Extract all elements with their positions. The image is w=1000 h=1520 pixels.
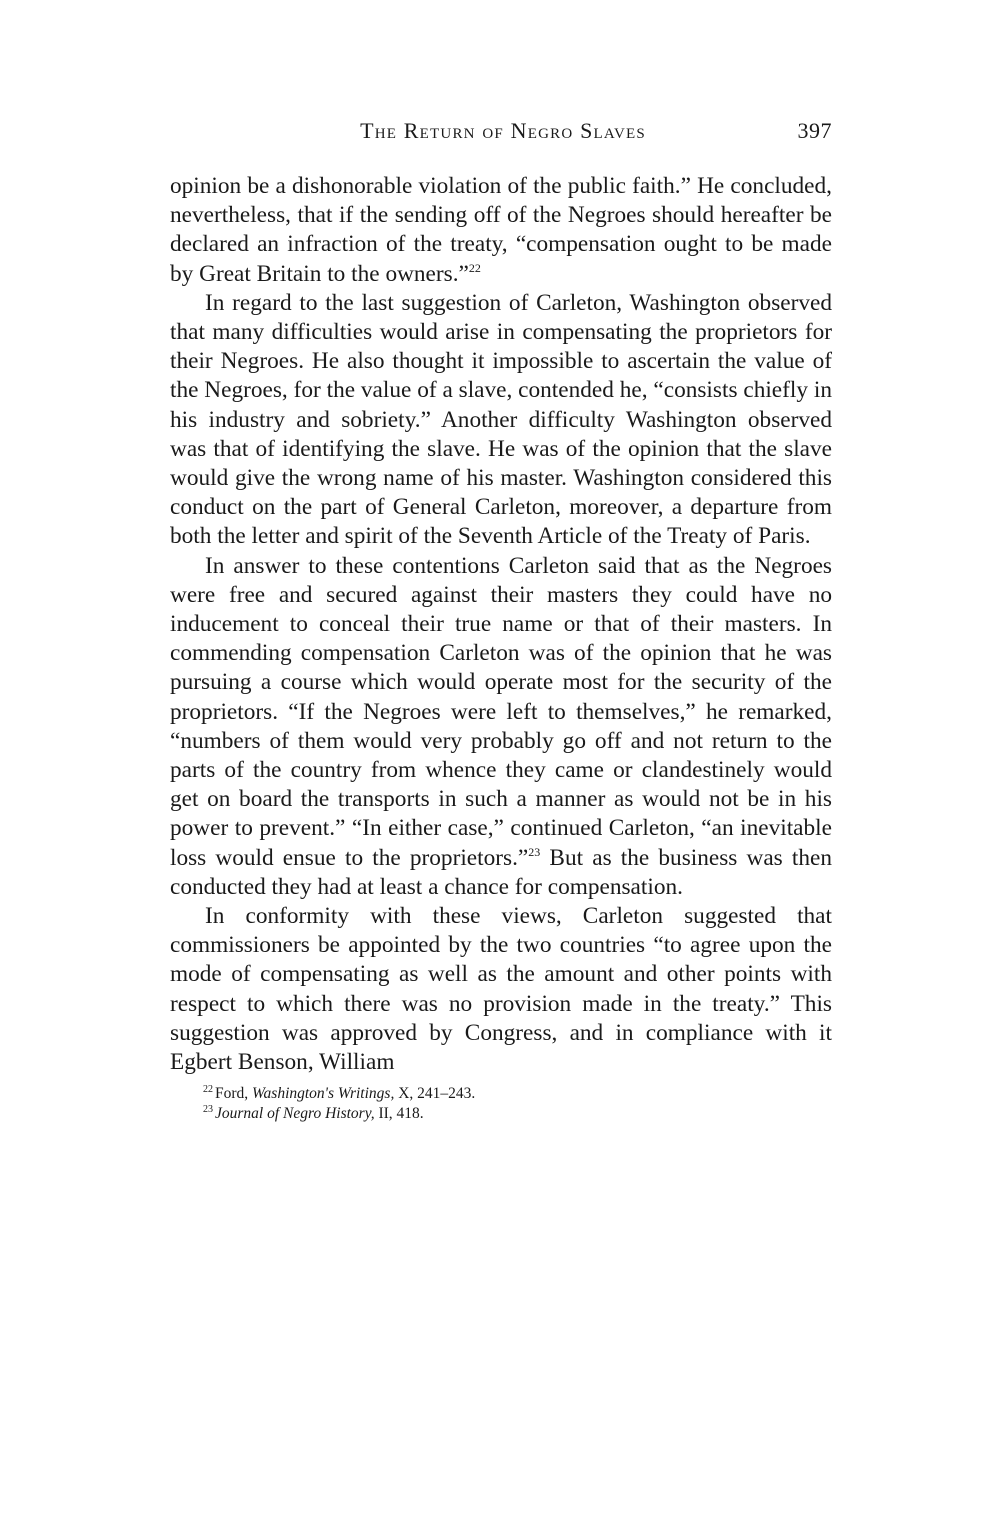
footnotes xyxy=(203,1084,832,1124)
paragraph-text: In answer to these contentions Carleton said that as the Negroes were free and secured against their masters they could have no inducement to conceal their true name or that of their masters. In commending compensation Carleton was of the opinion that he was pursuing a course which would operate most for the security of the proprietors. “If the Negroes were left to themselves,” he remarked, “numbers of them would very probably go off and not return to the parts of the country from whence they came or clandestinely would get on board the transports in such a manner as would not be in his power to prevent.” “In either case,” continued Carleton, “an inevitable loss would ensue to the proprietors.” xyxy=(170,552,832,871)
footnote-23 xyxy=(203,1104,832,1124)
paragraph-text-tail: But as the business was then conducted they had at least a chance for compensation. xyxy=(170,844,832,900)
paragraph-3 xyxy=(170,552,832,902)
paragraph-1 xyxy=(170,172,832,289)
footnote-22 xyxy=(203,1084,832,1104)
footnote-author: Ford, xyxy=(215,1085,253,1103)
footnote-ref-23: 23 xyxy=(528,844,541,859)
running-head xyxy=(170,118,832,152)
footnote-detail: II, 418. xyxy=(374,1105,424,1123)
paragraph-text: In regard to the last suggestion of Carleton, Washington observed that many difficulties would arise in compensating the proprietors for their Negroes. He also thought it impossible to ascertain the value of the Negroes, for the value of a slave, contended he, “consists chiefly in his industry and sobriety.” Another difficulty Washington observed was that of identifying the slave. He was of the opinion that the slave would give the wrong name of his master. Washington considered this conduct on the part of General Carleton, moreover, a departure from both the letter and spirit of the Seventh Article of the Treaty of Paris. xyxy=(170,289,832,550)
paragraph-2 xyxy=(170,289,832,552)
footnote-ref-22: 22 xyxy=(468,260,481,275)
paragraph-4 xyxy=(170,902,832,1077)
body-text xyxy=(170,172,832,1077)
book-page xyxy=(170,118,832,1124)
footnote-detail: X, 241–243. xyxy=(394,1085,476,1103)
page-number: 397 xyxy=(797,118,832,143)
paragraph-text: opinion be a dishonorable violation of the public faith.” He concluded, nevertheless, that if the sending off of the Negroes should hereafter be declared an infraction of the treaty, “compensation ought to be made by Great Britain to the owners.” xyxy=(170,173,832,287)
footnote-work-title: Journal of Negro History, xyxy=(215,1105,375,1123)
paragraph-text: In conformity with these views, Carleton suggested that commissioners be appointed by the two countries “to agree upon the mode of compensating as well as the amount and other points with respect to which there was no provision made in the treaty.” This suggestion was approved by Congress, and in compliance with it Egbert Benson, William xyxy=(170,903,832,1076)
footnote-number: 22 xyxy=(203,1084,213,1096)
footnote-work-title: Washington's Writings, xyxy=(252,1085,395,1103)
running-title: The Return of Negro Slaves xyxy=(360,118,646,143)
footnote-number: 23 xyxy=(203,1104,213,1116)
